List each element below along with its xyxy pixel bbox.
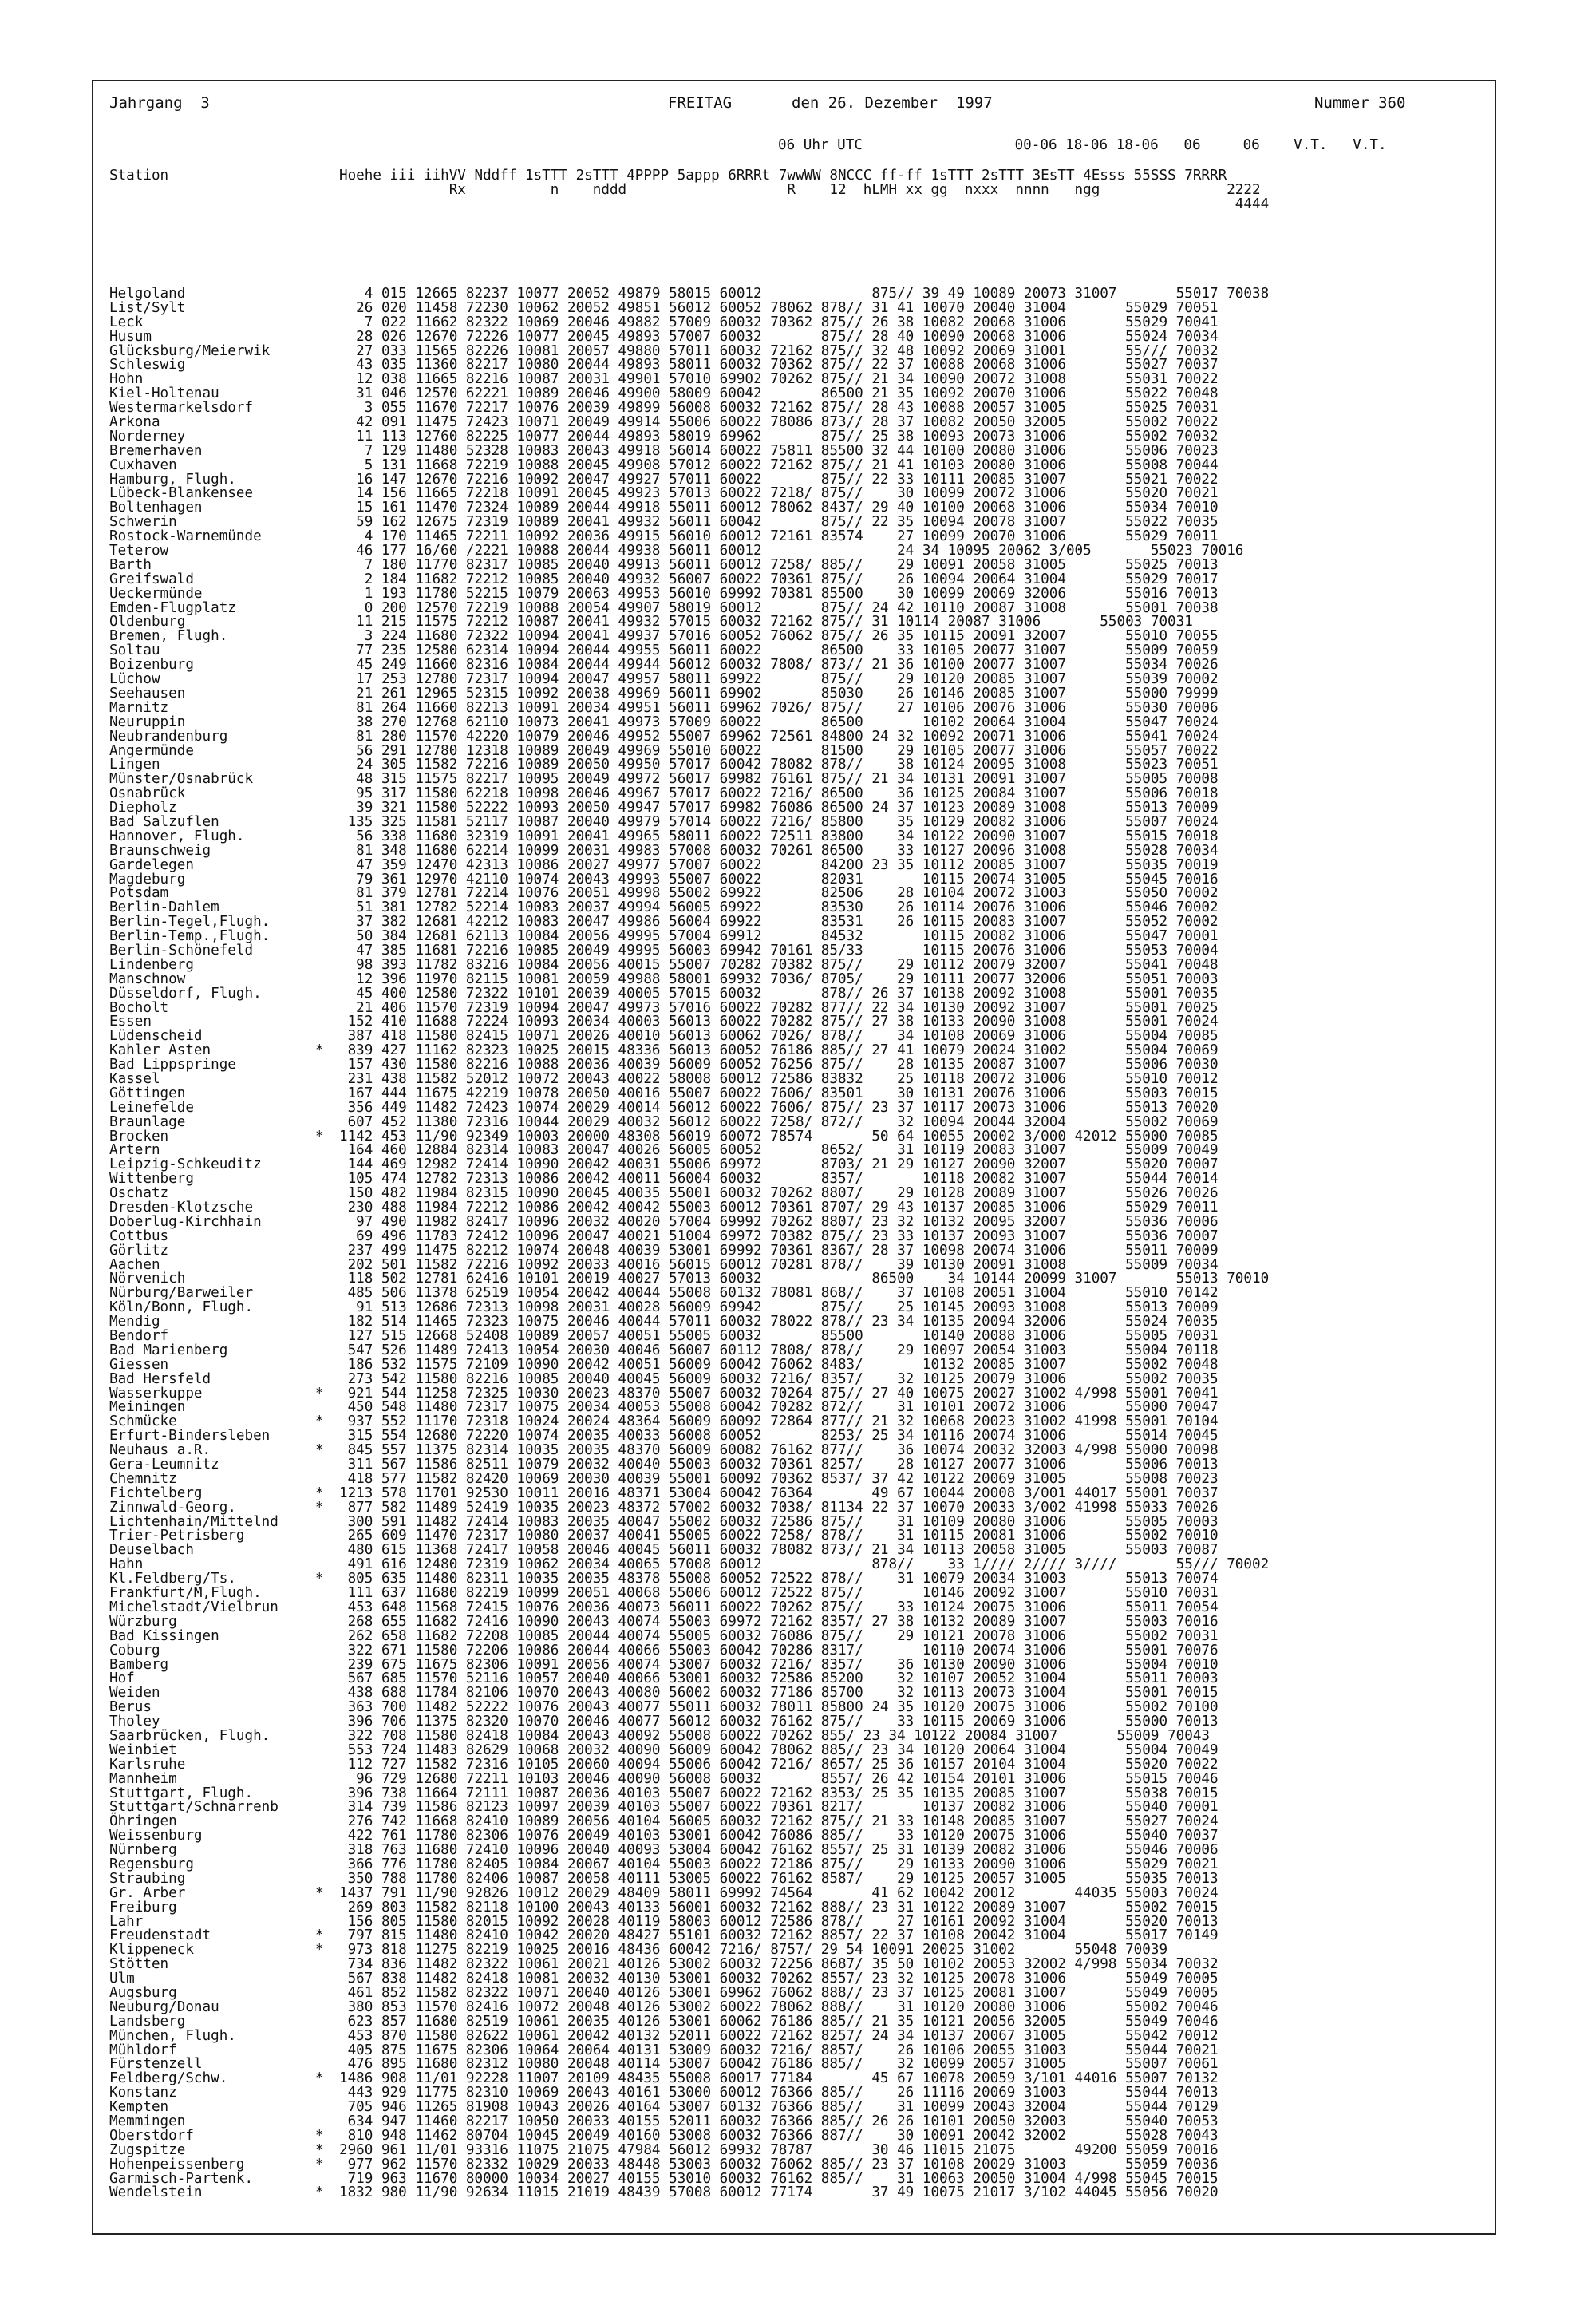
station-data: 418 577 11582 82420 10069 20030 40039 55001 60092 70362 8537/ 37 42 10122 20069 31005 55008 70023 (339, 1470, 1219, 1487)
station-data: 47 385 11681 72216 10085 20049 49995 56003 69942 70161 85/33 10115 20076 31006 55053 70004 (339, 942, 1219, 959)
station-name: Neuburg/Donau (109, 1999, 219, 2015)
station-name: List/Sylt (109, 299, 186, 316)
station-data: 2 184 11682 72212 10085 20040 49932 56007 60022 70361 875// 26 10094 20064 31004 55029 70017 (339, 571, 1219, 587)
station-data: 77 235 12580 62314 10094 20044 49955 56011 60022 86500 33 10105 20077 31007 55009 70059 (339, 642, 1219, 659)
station-name: Bremen, Flugh. (109, 628, 228, 645)
station-data: 396 738 11664 72111 10087 20036 40103 55007 60022 72162 8353/ 25 35 10135 20085 31007 55038 70015 (339, 1785, 1219, 1801)
station-name: Doberlug-Kirchhain (109, 1213, 262, 1230)
station-data: 59 162 12675 72319 10089 20041 49932 56011 60042 875// 22 35 10094 20078 31007 55022 70035 (339, 514, 1219, 531)
station-name: Angermünde (109, 742, 194, 759)
station-data: 567 838 11482 82418 10081 20032 40130 53001 60032 70262 8557/ 23 32 10125 20078 31006 55049 70005 (339, 1971, 1219, 1987)
station-data: 56 338 11680 32319 10091 20041 49965 58011 60022 72511 83800 34 10122 20090 31007 55015 70018 (339, 828, 1219, 844)
nummer-value: 360 (1378, 94, 1406, 112)
station-data: 453 648 11568 72415 10076 20036 40073 56011 60022 70262 875// 33 10124 20075 31006 55011 70054 (339, 1599, 1219, 1615)
station-name: Konstanz (109, 2085, 177, 2101)
station-data: 396 706 11375 82320 10070 20046 40077 56012 60032 76162 875// 33 10115 20069 31006 55000 70013 (339, 1714, 1219, 1730)
station-data: 1142 453 11/90 92349 10003 20000 48308 56019 60072 78574 50 64 10055 20002 3/000 42012 55000 70085 (339, 1128, 1219, 1145)
station-name: Karlsruhe (109, 1756, 186, 1773)
issue-number (1314, 96, 1405, 111)
station-data: 405 875 11675 82306 10064 20064 40131 53009 60032 7216/ 8857/ 26 10106 20055 31003 55044 70021 (339, 2042, 1219, 2058)
station-name: Wittenberg (109, 1171, 194, 1188)
station-name: Emden-Flugplatz (109, 599, 236, 616)
station-name: Barth (109, 556, 152, 573)
station-data: 3 224 11680 72322 10094 20041 49937 57016 60052 76062 875// 26 35 10115 20091 32007 55010 70055 (339, 628, 1219, 645)
station-data: 135 325 11581 52117 10087 20040 49979 57014 60022 7216/ 85800 35 10129 20082 31006 55007 70024 (339, 813, 1219, 830)
station-data: 443 929 11775 82310 10069 20043 40161 53000 60012 76366 885// 26 11116 20069 31003 55044 70013 (339, 2085, 1219, 2101)
station-name: Braunschweig (109, 842, 211, 859)
station-name: Lüchow (109, 671, 160, 688)
station-data: 7 129 11480 52328 10083 20043 49918 56014 60022 75811 85500 32 44 10100 20080 31006 55006 70023 (339, 442, 1219, 459)
jahrgang-label: Jahrgang (109, 94, 183, 112)
station-name: Lahr (109, 1913, 144, 1930)
station-name: Kassel (109, 1070, 160, 1087)
station-name: Gera-Leumnitz (109, 1457, 219, 1473)
station-data: 567 685 11570 52116 10057 20040 40066 53001 60032 72586 85200 32 10107 20052 31004 55011 70003 (339, 1670, 1219, 1687)
station-data: 164 460 12884 82314 10083 20047 40026 56005 60052 8652/ 31 10119 20083 31007 55009 70049 (339, 1142, 1219, 1159)
station-data: 21 406 11570 72319 10094 20047 49973 57016 60022 70282 877// 22 34 10130 20092 31007 55001 70025 (339, 999, 1219, 1016)
station-data: 237 499 11475 82212 10074 20048 40039 53001 69992 70361 8367/ 28 37 10098 20074 31006 55011 70009 (339, 1242, 1219, 1259)
station-name: Aachen (109, 1256, 160, 1273)
station-name: Zinnwald-Georg. (109, 1499, 236, 1516)
station-data: 14 156 11665 72218 10091 20045 49923 57013 60022 7218/ 875// 30 10099 20072 31006 55020 70021 (339, 485, 1219, 502)
column-header-line4: 4444 (339, 196, 1270, 212)
station-data: 438 688 11784 82106 10070 20043 40080 56002 60032 77186 85700 32 10113 20073 31004 55001 70015 (339, 1685, 1219, 1702)
station-name: Potsdam (109, 885, 169, 902)
station-name: Nürburg/Barweiler (109, 1285, 254, 1302)
station-data: 607 452 11380 72316 10044 20029 40032 56012 60022 7258/ 872// 32 10094 20044 32004 55002 70069 (339, 1113, 1219, 1130)
column-header-line3: Rx n nddd R 12 hLMH xx gg nxxx nnnn ngg 2222 (339, 182, 1261, 198)
station-name: Oberstdorf (109, 2127, 194, 2144)
station-name: Michelstadt/Vielbrun (109, 1599, 279, 1615)
station-name: Dresden-Klotzsche (109, 1200, 254, 1216)
station-data: 839 427 11162 82323 10025 20015 48336 56013 60052 76186 885// 27 41 10079 20024 31002 55004 70069 (339, 1042, 1219, 1059)
station-name: Frankfurt/M,Flugh. (109, 1585, 262, 1602)
station-data: 734 836 11482 82322 10061 20021 40126 53002 60032 72256 8687/ 35 50 10102 20053 32002 4/998 55034 70032 (339, 1956, 1219, 1973)
station-data: 105 474 12782 72313 10086 20042 40011 56004 60032 8357/ 10118 20082 31007 55044 70014 (339, 1171, 1219, 1188)
mountain-station-marker: * (315, 1413, 324, 1430)
station-name: Zugspitze (109, 2141, 186, 2158)
station-name: Berlin-Temp.,Flugh. (109, 928, 271, 945)
station-name: Leipzig-Schkeuditz (109, 1156, 262, 1173)
station-data: 230 488 11984 72212 10086 20042 40042 55003 60012 70361 8707/ 29 43 10137 20085 31006 55029 70011 (339, 1200, 1219, 1216)
station-data: 363 700 11482 52222 10076 20043 40077 55011 60032 78011 85800 24 35 10120 20075 31006 55002 70100 (339, 1699, 1219, 1716)
station-data: 43 035 11360 82217 10080 20044 49893 58011 60032 70362 875// 22 37 10088 20068 31006 55027 70037 (339, 357, 1219, 374)
station-name: Wendelstein (109, 2184, 203, 2201)
mountain-station-marker: * (315, 2127, 324, 2144)
station-data: 28 026 12670 72226 10077 20045 49893 57007 60032 875// 28 40 10090 20068 31006 55024 70034 (339, 328, 1219, 345)
station-name: Ueckermünde (109, 585, 203, 602)
station-name: Hamburg, Flugh. (109, 471, 236, 488)
station-name: Würzburg (109, 1613, 177, 1630)
station-name: Hof (109, 1670, 135, 1687)
station-data: 380 853 11570 82416 10072 20048 40126 53002 60022 78062 888// 31 10120 20080 31006 55002 70046 (339, 1999, 1219, 2015)
station-data: 387 418 11580 82415 10071 20026 40010 56013 60062 7026/ 878// 34 10108 20069 31006 55004 70085 (339, 1028, 1219, 1045)
station-name: Neuhaus a.R. (109, 1442, 211, 1459)
station-data: 118 502 12781 62416 10101 20019 40027 57013 60032 86500 34 10144 20099 31007 55013 70010 (339, 1271, 1270, 1287)
station-name: Wasserkuppe (109, 1385, 203, 1402)
column-header-line2: Hoehe iii iihVV Nddff 1sTTT 2sTTT 4PPPP 5appp 6RRRt 7wwWW 8NCCC ff-ff 1sTTT 2sTTT 3EsTT 4Esss 55SSS 7RRRR (339, 168, 1227, 184)
jahrgang-line (109, 96, 210, 111)
station-data: 17 253 12780 72317 10094 20047 49957 58011 69922 875// 29 10120 20085 31007 55039 70002 (339, 671, 1219, 688)
station-name: Marnitz (109, 699, 169, 716)
station-data: 705 946 11265 81908 10043 20026 40164 53007 60132 76366 885// 31 10099 20043 32004 55044 70129 (339, 2099, 1219, 2116)
station-name: Stuttgart/Schnarrenb (109, 1799, 279, 1816)
station-data: 268 655 11682 72416 10090 20043 40074 55003 69972 72162 8357/ 27 38 10132 20089 31007 55003 70016 (339, 1613, 1219, 1630)
station-name: Freudenstadt (109, 1927, 211, 1944)
station-data: 5 131 11668 72219 10088 20045 49908 57012 60022 72162 875// 21 41 10103 20080 31006 55008 70044 (339, 457, 1219, 473)
station-name: Saarbrücken, Flugh. (109, 1727, 271, 1744)
station-name: Kiel-Holtenau (109, 385, 219, 402)
station-name: Cottbus (109, 1228, 169, 1244)
station-data: 91 513 12686 72313 10098 20031 40028 56009 69942 875// 25 10145 20093 31008 55013 70009 (339, 1299, 1219, 1316)
station-data: 56 291 12780 12318 10089 20049 49969 55010 60022 81500 29 10105 20077 31006 55057 70022 (339, 742, 1219, 759)
mountain-station-marker: * (315, 2184, 324, 2201)
station-data: 15 161 11470 72324 10089 20044 49918 55011 60012 78062 8437/ 29 40 10100 20068 31006 55034 70010 (339, 500, 1219, 516)
station-name: Bocholt (109, 999, 169, 1016)
station-name: Schwerin (109, 514, 177, 531)
station-data: 547 526 11489 72413 10054 20030 40046 56007 60112 7808/ 878// 29 10097 20054 31003 55004 70118 (339, 1342, 1219, 1358)
station-name: Teterow (109, 543, 169, 559)
station-data: 39 321 11580 52222 10093 20050 49947 57017 69982 76086 86500 24 37 10123 20089 31008 55013 70009 (339, 800, 1219, 816)
station-name: Bad Kissingen (109, 1627, 219, 1644)
station-data: 81 264 11660 82213 10091 20034 49951 56011 69962 7026/ 875// 27 10106 20076 31006 55030 70006 (339, 699, 1219, 716)
station-name: Lingen (109, 757, 160, 773)
station-data: 476 895 11680 82312 10080 20048 40114 53007 60042 76186 885// 32 10099 20057 31005 55007 70061 (339, 2056, 1219, 2073)
station-name: Mühldorf (109, 2042, 177, 2058)
station-data: 48 315 11575 82217 10095 20049 49972 56017 69982 76161 875// 21 34 10131 20091 31007 55005 70008 (339, 771, 1219, 788)
station-name: Boizenburg (109, 657, 194, 674)
station-name: Stuttgart, Flugh. (109, 1785, 254, 1801)
station-name: Fürstenzell (109, 2056, 203, 2073)
station-data: 1486 908 11/01 92228 11007 20109 48435 55008 60017 77184 45 67 10078 20059 3/101 44016 55007 70132 (339, 2070, 1219, 2087)
station-data: 480 615 11368 72417 10058 20046 40045 56011 60032 78082 873// 21 34 10113 20058 31005 55003 70087 (339, 1542, 1219, 1559)
station-data: 50 384 12681 62113 10084 20056 49995 57004 69912 84532 10115 20082 31006 55047 70001 (339, 928, 1219, 945)
station-data: 7 022 11662 82322 10069 20046 49882 57009 60032 70362 875// 26 38 10082 20068 31006 55029 70041 (339, 314, 1219, 330)
station-name: Giessen (109, 1356, 169, 1373)
column-header-station: Station (109, 168, 169, 184)
station-name: Freiburg (109, 1899, 177, 1915)
station-name: Lüdenscheid (109, 1028, 203, 1045)
station-name: Norderney (109, 428, 186, 445)
station-name: Feldberg/Schw. (109, 2070, 228, 2087)
station-data: 4 015 12665 82237 10077 20052 49879 58015 60012 875// 39 49 10089 20073 31007 55017 70038 (339, 286, 1270, 302)
station-name: Husum (109, 328, 152, 345)
mountain-station-marker: * (315, 1385, 324, 1402)
station-data: 69 496 11783 72412 10096 20047 40021 51004 69972 70382 875// 23 33 10137 20093 31007 55036 70007 (339, 1228, 1219, 1244)
mountain-station-marker: * (315, 1485, 324, 1501)
station-data: 12 396 11970 82115 10081 20059 49988 58001 69932 7036/ 8705/ 29 10111 20077 32006 55051 70003 (339, 971, 1219, 987)
mountain-station-marker: * (315, 1927, 324, 1944)
station-name: Stötten (109, 1956, 169, 1973)
mountain-station-marker: * (315, 2156, 324, 2172)
station-name: Nürnberg (109, 1842, 177, 1859)
station-data: 356 449 11482 72423 10074 20029 40014 56012 60022 7606/ 875// 23 37 10117 20073 31006 55013 70020 (339, 1099, 1219, 1116)
station-data: 366 776 11780 82405 10084 20067 40104 55003 60022 72186 875// 29 10133 20090 31006 55029 70021 (339, 1856, 1219, 1872)
station-name: Berlin-Schönefeld (109, 942, 254, 959)
station-data: 47 359 12470 42313 10086 20027 49977 57007 60022 84200 23 35 10112 20085 31007 55035 70019 (339, 856, 1219, 873)
station-name: Weiden (109, 1685, 160, 1702)
station-data: 719 963 11670 80000 10034 20027 40155 53010 60032 76162 885// 31 10063 20050 31004 4/998 55045 70015 (339, 2170, 1219, 2187)
station-name: Helgoland (109, 286, 186, 302)
station-name: Düsseldorf, Flugh. (109, 985, 262, 1002)
station-data: 634 947 11460 82217 10050 20033 40155 52011 60032 76366 885// 26 26 10101 20050 32003 55040 70053 (339, 2113, 1219, 2129)
station-data: 921 544 11258 72325 10030 20023 48370 55007 60032 70264 875// 27 40 10075 20027 31002 4/998 55001 70041 (339, 1385, 1219, 1402)
station-name: Garmisch-Partenk. (109, 2170, 254, 2187)
station-data: 38 270 12768 62110 10073 20041 49973 57009 60022 86500 10102 20064 31004 55047 70024 (339, 714, 1219, 730)
station-name: Diepholz (109, 800, 177, 816)
station-name: Augsburg (109, 1984, 177, 2001)
station-name: Ulm (109, 1971, 135, 1987)
station-name: Bad Lippspringe (109, 1057, 236, 1073)
station-name: Arkona (109, 414, 160, 431)
station-data: 623 857 11680 82519 10061 20035 40126 53001 60062 76186 885// 21 35 10121 20056 32005 55049 70046 (339, 2013, 1219, 2030)
station-name: Chemnitz (109, 1470, 177, 1487)
station-name: Magdeburg (109, 871, 186, 888)
station-name: Glücksburg/Meierwik (109, 342, 271, 359)
station-data: 485 506 11378 62519 10054 20042 40044 55008 60132 78081 868// 37 10108 20051 31004 55010 70142 (339, 1285, 1219, 1302)
station-name: Berlin-Tegel,Flugh. (109, 914, 271, 931)
station-data: 0 200 12570 72219 10088 20054 49907 58019 60012 875// 24 42 10110 20087 31008 55001 70038 (339, 599, 1219, 616)
mountain-station-marker: * (315, 1884, 324, 1901)
mountain-station-marker: * (315, 1571, 324, 1587)
station-name: Bremerhaven (109, 442, 203, 459)
station-name: Mannheim (109, 1770, 177, 1787)
station-data: 96 729 12680 72211 10103 20046 40090 56008 60032 8557/ 26 42 10154 20101 31006 55015 70046 (339, 1770, 1219, 1787)
station-name: Münster/Osnabrück (109, 771, 254, 788)
date: den 26. Dezember 1997 (792, 94, 993, 112)
station-name: Hannover, Flugh. (109, 828, 245, 844)
station-data: 977 962 11570 82332 10029 20033 48448 53003 60032 76062 885// 23 37 10108 20029 31003 55059 70036 (339, 2156, 1219, 2172)
station-data: 11 215 11575 72212 10087 20041 49932 57015 60032 72162 875// 31 10114 20087 31006 55003 70031 (339, 614, 1193, 631)
station-data: 95 317 11580 62218 10098 20046 49967 57017 60022 7216/ 86500 36 10125 20084 31007 55006 70018 (339, 785, 1219, 802)
station-name: Kahler Asten (109, 1042, 211, 1059)
station-data: 150 482 11984 82315 10090 20045 40035 55001 60032 70262 8807/ 29 10128 20089 31007 55026 70026 (339, 1185, 1219, 1202)
station-data: 1213 578 11701 92530 10011 20016 48371 53004 60042 76364 49 67 10044 20008 3/001 44017 55001 70037 (339, 1485, 1219, 1501)
station-data: 12 038 11665 82216 10087 20031 49901 57010 69902 70262 875// 21 34 10090 20072 31008 55031 70022 (339, 371, 1219, 388)
station-data: 2960 961 11/01 93316 11075 21075 47984 56012 69932 78787 30 46 11015 21075 49200 55059 70016 (339, 2141, 1219, 2158)
station-data: 810 948 11462 80704 10045 20049 40160 53008 60032 76366 887// 30 10091 20042 32002 55028 70043 (339, 2127, 1219, 2144)
nummer-label: Nummer (1314, 94, 1369, 112)
station-name: Berus (109, 1699, 152, 1716)
station-data: 186 532 11575 72109 10090 20042 40051 56009 60042 76062 8483/ 10132 20085 31007 55002 70048 (339, 1356, 1219, 1373)
station-name: Oldenburg (109, 614, 186, 631)
station-data: 322 671 11580 72206 10086 20044 40066 55003 60042 70286 8317/ 10110 20074 31006 55001 70076 (339, 1642, 1219, 1659)
station-name: Öhringen (109, 1813, 177, 1830)
station-data: 127 515 12668 52408 10089 20057 40051 55005 60032 85500 10140 20088 31006 55005 70031 (339, 1328, 1219, 1345)
station-data: 422 761 11780 82306 10076 20049 40103 53001 60042 76086 885// 33 10120 20075 31006 55040 70037 (339, 1828, 1219, 1844)
station-name: Braunlage (109, 1113, 186, 1130)
station-data: 45 400 12580 72322 10101 20039 40005 57015 60032 878// 26 37 10138 20092 31008 55001 70035 (339, 985, 1219, 1002)
station-name: Greifswald (109, 571, 194, 587)
station-data: 322 708 11580 82418 10084 20043 40092 55008 60022 70262 855/ 23 34 10122 20084 31007 55009 70043 (339, 1727, 1211, 1744)
station-data: 797 815 11480 82410 10042 20020 48427 55101 60032 72162 8857/ 22 37 10108 20042 31004 55017 70149 (339, 1927, 1219, 1944)
station-data: 845 557 11375 82314 10035 20035 48370 56009 60082 76162 877// 36 10074 20032 32003 4/998 55000 70098 (339, 1442, 1219, 1459)
station-data: 1 193 11780 52215 10079 20063 49953 56010 69992 70381 85500 30 10099 20069 32006 55016 70013 (339, 585, 1219, 602)
station-data: 81 280 11570 42220 10079 20046 49952 55007 69962 72561 84800 24 32 10092 20071 31006 55041 70024 (339, 728, 1219, 745)
station-name: Gardelegen (109, 856, 194, 873)
weekday: FREITAG (668, 94, 733, 112)
station-name: Regensburg (109, 1856, 194, 1872)
station-name: Klippeneck (109, 1942, 194, 1959)
station-name: Soltau (109, 642, 160, 659)
station-name: Weinbiet (109, 1742, 177, 1758)
station-name: Schleswig (109, 357, 186, 374)
station-name: Gr. Arber (109, 1884, 186, 1901)
station-name: Essen (109, 1014, 152, 1030)
station-data: 450 548 11480 72317 10075 20034 40053 55008 60042 70282 872// 31 10101 20072 31006 55000 70047 (339, 1399, 1219, 1416)
station-name: Mendig (109, 1314, 160, 1330)
station-data: 81 348 11680 62214 10099 20031 49983 57008 60032 70261 86500 33 10127 20096 31008 55028 70034 (339, 842, 1219, 859)
station-name: Lübeck-Blankensee (109, 485, 254, 502)
station-data: 553 724 11483 82629 10068 20032 40090 56009 60042 78062 885// 23 34 10120 20064 31004 55004 70049 (339, 1742, 1219, 1758)
station-data: 111 637 11680 82219 10099 20051 40068 55006 60012 72522 875// 10146 20092 31007 55010 70031 (339, 1585, 1219, 1602)
station-name: Neubrandenburg (109, 728, 228, 745)
mountain-station-marker: * (315, 1442, 324, 1459)
station-name: Westermarkelsdorf (109, 400, 254, 417)
station-data: 318 763 11680 72410 10096 20040 40093 53004 60042 76162 8557/ 25 31 10139 20082 31006 55046 70006 (339, 1842, 1219, 1859)
station-data: 973 818 11275 82219 10025 20016 48436 60042 7216/ 8757/ 29 54 10091 20025 31002 55048 70039 (339, 1942, 1168, 1959)
station-name: Hohn (109, 371, 144, 388)
station-name: Kl.Feldberg/Ts. (109, 1571, 236, 1587)
station-name: Bad Marienberg (109, 1342, 228, 1358)
station-data: 937 552 11170 72318 10024 20024 48364 56009 60092 72864 877// 21 32 10068 20023 31002 41998 55001 70104 (339, 1413, 1219, 1430)
station-name: Manschnow (109, 971, 186, 987)
station-name: Leck (109, 314, 144, 330)
station-data: 112 727 11582 72316 10105 20060 40094 55006 60042 7216/ 8657/ 25 36 10157 20104 31004 55020 70022 (339, 1756, 1219, 1773)
station-name: Fichtelberg (109, 1485, 203, 1501)
station-name: Coburg (109, 1642, 160, 1659)
station-name: Neuruppin (109, 714, 186, 730)
station-data: 156 805 11580 82015 10092 20028 40119 58003 60012 72586 878// 27 10161 20092 31004 55020 70013 (339, 1913, 1219, 1930)
station-data: 276 742 11668 82410 10089 20056 40104 56005 60032 72162 875// 21 33 10148 20085 31007 55027 70024 (339, 1813, 1219, 1830)
station-data: 21 261 12965 52315 10092 20038 49969 56011 69902 85030 26 10146 20085 31007 55000 79999 (339, 685, 1219, 702)
mountain-station-marker: * (315, 2141, 324, 2158)
station-data: 1437 791 11/90 92826 10012 20029 48409 58011 69992 74564 41 62 10042 20012 44035 55003 70024 (339, 1884, 1219, 1901)
station-name: Weissenburg (109, 1828, 203, 1844)
station-data: 42 091 11475 72423 10071 20049 49914 55006 60022 78086 873// 28 37 10082 20050 32005 55002 70022 (339, 414, 1219, 431)
station-data: 16 147 12670 72216 10092 20047 49927 57011 60022 875// 22 33 10111 20085 31007 55021 70022 (339, 471, 1219, 488)
station-name: Landsberg (109, 2013, 186, 2030)
station-data: 4 170 11465 72211 10092 20036 49915 56010 60012 72161 83574 27 10099 20070 31006 55029 70011 (339, 528, 1219, 545)
station-data: 461 852 11582 82322 10071 20040 40126 53001 69962 76062 888// 23 37 10125 20081 31007 55049 70005 (339, 1984, 1219, 2001)
station-data: 311 567 11586 82511 10079 20032 40040 55003 60032 70361 8257/ 28 10127 20077 31006 55006 70013 (339, 1457, 1219, 1473)
station-data: 144 469 12982 72414 10090 20042 40031 55006 69972 8703/ 21 29 10127 20090 32007 55020 70007 (339, 1156, 1219, 1173)
station-data: 350 788 11780 82406 10087 20058 40111 53005 60022 76162 8587/ 29 10125 20057 31005 55035 70013 (339, 1870, 1219, 1887)
station-name: Seehausen (109, 685, 186, 702)
station-name: Lindenberg (109, 956, 194, 973)
station-name: Artern (109, 1142, 160, 1159)
station-name: Bad Hersfeld (109, 1370, 211, 1387)
station-data: 805 635 11480 82311 10035 20035 48378 55008 60052 72522 878// 31 10079 20034 31003 55013 70074 (339, 1571, 1219, 1587)
station-name: Bamberg (109, 1656, 169, 1673)
station-data: 45 249 11660 82316 10084 20044 49944 56012 60032 7808/ 873// 21 36 10100 20077 31007 55034 70026 (339, 657, 1219, 674)
station-name: München, Flugh. (109, 2027, 236, 2044)
station-name: Oschatz (109, 1185, 169, 1202)
station-data: 97 490 11982 82417 10096 20032 40020 57004 69992 70262 8807/ 23 32 10132 20095 32007 55036 70006 (339, 1213, 1219, 1230)
station-name: Cuxhaven (109, 457, 177, 473)
station-data: 37 382 12681 42212 10083 20047 49986 56004 69922 83531 26 10115 20083 31007 55052 70002 (339, 914, 1219, 931)
station-data: 81 379 12781 72214 10076 20051 49998 55002 69922 82506 28 10104 20072 31003 55050 70002 (339, 885, 1219, 902)
station-name: Meiningen (109, 1399, 186, 1416)
station-data: 157 430 11580 82216 10088 20036 40039 56009 60052 76256 875// 28 10135 20087 31007 55006 70030 (339, 1057, 1219, 1073)
station-data: 46 177 16/60 /2221 10088 20044 49938 56011 60012 24 34 10095 20062 3/005 55023 70016 (339, 543, 1244, 559)
station-name: Straubing (109, 1870, 186, 1887)
station-name: Brocken (109, 1128, 169, 1145)
station-name: Kempten (109, 2099, 169, 2116)
station-data: 51 381 12782 52214 10083 20037 49994 56005 69922 83530 26 10114 20076 31006 55046 70002 (339, 899, 1219, 916)
column-header-line1: 06 Uhr UTC 00-06 18-06 18-06 06 06 V.T. V.T. (778, 137, 1387, 153)
mountain-station-marker: * (315, 1942, 324, 1959)
station-data: 269 803 11582 82118 10100 20043 40133 56001 60032 72162 888// 23 31 10122 20089 31007 55002 70015 (339, 1899, 1219, 1915)
station-name: Nörvenich (109, 1271, 186, 1287)
station-data: 262 658 11682 72208 10085 20044 40074 55005 60032 76086 875// 29 10121 20078 31006 55002 70031 (339, 1627, 1219, 1644)
station-data: 27 033 11565 82226 10081 20057 49880 57011 60032 72162 875// 32 48 10092 20069 31001 55/// 70032 (339, 342, 1219, 359)
station-data: 231 438 11582 52012 10072 20043 40022 58008 60012 72586 83832 25 10118 20072 31006 55010 70012 (339, 1070, 1219, 1087)
page-frame (92, 80, 1496, 2235)
station-data: 98 393 11782 83216 10084 20056 40015 55007 70282 70382 875// 29 10112 20079 32007 55041 70048 (339, 956, 1219, 973)
station-data: 265 609 11470 72317 10080 20037 40041 55005 60022 7258/ 878// 31 10115 20081 31006 55002 70010 (339, 1528, 1219, 1544)
station-data: 3 055 11670 72217 10076 20039 49899 56008 60032 72162 875// 28 43 10088 20057 31005 55025 70031 (339, 400, 1219, 417)
station-data: 877 582 11489 52419 10035 20023 48372 57002 60032 7038/ 81134 22 37 10070 20033 3/002 41998 55033 70026 (339, 1499, 1219, 1516)
station-name: Göttingen (109, 1085, 186, 1101)
station-data: 491 616 12480 72319 10062 20034 40065 57008 60012 878// 33 1//// 2//// 3//// 55/// 70002 (339, 1556, 1270, 1573)
station-name: Osnabrück (109, 785, 186, 802)
station-name: Görlitz (109, 1242, 169, 1259)
mountain-station-marker: * (315, 1499, 324, 1516)
station-data: 152 410 11688 72224 10093 20034 40003 56013 60022 70282 875// 27 38 10133 20090 31008 55001 70024 (339, 1014, 1219, 1030)
station-data: 300 591 11482 72414 10083 20035 40047 55002 60032 72586 875// 31 10109 20080 31006 55005 70003 (339, 1513, 1219, 1530)
station-name: Hahn (109, 1556, 144, 1573)
station-name: Bad Salzuflen (109, 813, 219, 830)
station-data: 453 870 11580 82622 10061 20042 40132 52011 60022 72162 8257/ 24 34 10137 20067 31005 55042 70012 (339, 2027, 1219, 2044)
station-name: Trier-Petrisberg (109, 1528, 245, 1544)
station-name: Deuselbach (109, 1542, 194, 1559)
station-name: Boltenhagen (109, 500, 203, 516)
station-name: Köln/Bonn, Flugh. (109, 1299, 254, 1316)
station-data: 11 113 12760 82225 10077 20044 49893 58019 69962 875// 25 38 10093 20073 31006 55002 70032 (339, 428, 1219, 445)
mountain-station-marker: * (315, 1042, 324, 1059)
station-data: 79 361 12970 42110 10074 20043 49993 55007 60022 82031 10115 20074 31005 55045 70016 (339, 871, 1219, 888)
jahrgang-value: 3 (200, 94, 210, 112)
station-data: 167 444 11675 42219 10078 20050 40016 55007 60022 7606/ 83501 30 10131 20076 31006 55003 70015 (339, 1085, 1219, 1101)
station-data: 24 305 11582 72216 10089 20050 49950 57017 60042 78082 878// 38 10124 20095 31008 55023 70051 (339, 757, 1219, 773)
station-name: Erfurt-Bindersleben (109, 1428, 271, 1445)
station-name: Schmücke (109, 1413, 177, 1430)
station-name: Berlin-Dahlem (109, 899, 219, 916)
station-name: Rostock-Warnemünde (109, 528, 262, 545)
station-data: 26 020 11458 72230 10062 20052 49851 56012 60052 78062 878// 31 41 10070 20040 31004 55029 70051 (339, 299, 1219, 316)
station-name: Memmingen (109, 2113, 186, 2129)
mountain-station-marker: * (315, 2070, 324, 2087)
station-name: Bendorf (109, 1328, 169, 1345)
station-data: 202 501 11582 72216 10092 20033 40016 56015 60012 70281 878// 39 10130 20091 31008 55009 70034 (339, 1256, 1219, 1273)
station-name: Hohenpeissenberg (109, 2156, 245, 2172)
station-data: 182 514 11465 72323 10075 20046 40044 57011 60032 78022 878// 23 34 10135 20094 32006 55024 70035 (339, 1314, 1219, 1330)
station-data: 7 180 11770 82317 10085 20040 49913 56011 60012 7258/ 885// 29 10091 20058 31005 55025 70013 (339, 556, 1219, 573)
station-data: 314 739 11586 82123 10097 20039 40103 55007 60022 70361 8217/ 10137 20082 31006 55040 70001 (339, 1799, 1219, 1816)
station-name: Lichtenhain/Mittelnd (109, 1513, 279, 1530)
station-data: 31 046 12570 62221 10089 20046 49900 58009 60042 86500 21 35 10092 20070 31006 55022 70048 (339, 385, 1219, 402)
station-data: 1832 980 11/90 92634 11015 21019 48439 57008 60012 77174 37 49 10075 21017 3/102 44045 55056 70020 (339, 2184, 1219, 2201)
station-data: 273 542 11580 82216 10085 20040 40045 56009 60032 7216/ 8357/ 32 10125 20079 31006 55002 70035 (339, 1370, 1219, 1387)
mountain-station-marker: * (315, 1128, 324, 1145)
station-name: Leinefelde (109, 1099, 194, 1116)
station-data: 315 554 12680 72220 10074 20035 40033 56008 60052 8253/ 25 34 10116 20074 31006 55014 70045 (339, 1428, 1219, 1445)
station-name: Tholey (109, 1714, 160, 1730)
station-data: 239 675 11675 82306 10091 20056 40074 53007 60032 7216/ 8357/ 36 10130 20090 31006 55004 70010 (339, 1656, 1219, 1673)
